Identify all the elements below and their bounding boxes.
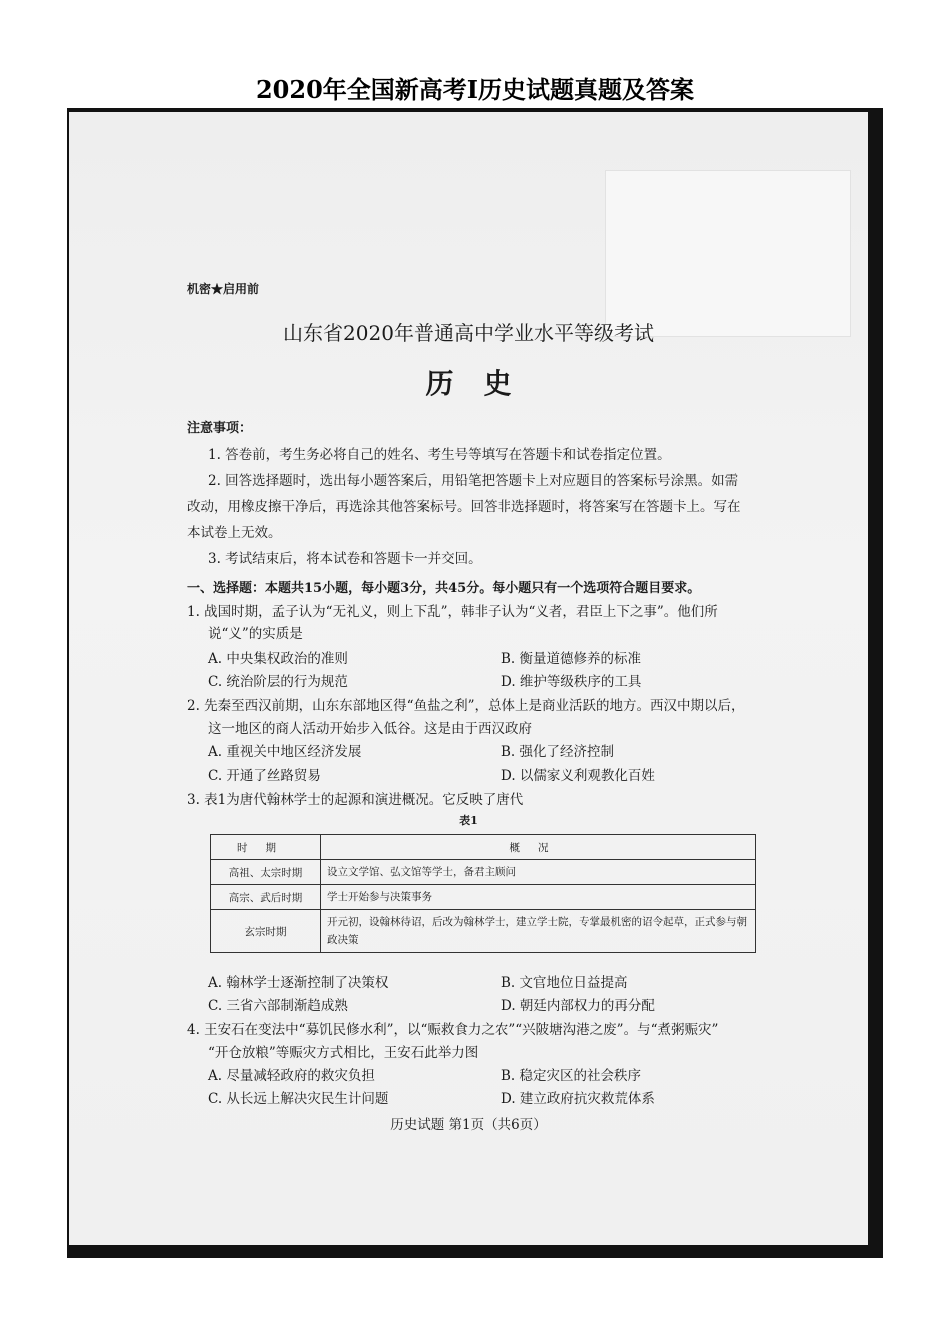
table-caption: 表1	[459, 814, 478, 827]
subject-title: 历史	[425, 367, 542, 400]
question-3-option-a: A. 翰林学士逐渐控制了决策权	[208, 975, 389, 991]
table-cell-desc: 设立文学馆、弘文馆等学士，备君主顾问	[321, 860, 756, 885]
question-4-stem: 4. 王安石在变法中“募饥民修水利”，以“赈救食力之农”“兴陂塘沟港之废”。与“煮粥赈灾”	[187, 1022, 719, 1038]
table-cell-desc: 开元初，设翰林待诏，后改为翰林学士，建立学士院，专掌最机密的诏令起草，正式参与朝政决策	[321, 910, 756, 953]
question-1-stem: 1. 战国时期，孟子认为“无礼义，则上下乱”，韩非子认为“义者，君臣上下之事”。他们所	[187, 604, 718, 620]
notice-heading: 注意事项：	[187, 421, 253, 436]
question-1-stem: 说“义”的实质是	[208, 626, 303, 642]
exam-title: 山东省2020年普通高中学业水平等级考试	[283, 321, 654, 345]
table-cell-period: 高祖、太宗时期	[211, 860, 321, 885]
table-row	[211, 910, 756, 953]
question-2-stem: 2. 先秦至西汉前期，山东东部地区得“鱼盐之利”，总体上是商业活跃的地方。西汉中期以后，	[187, 698, 745, 714]
question-1-option-c: C. 统治阶层的行为规范	[208, 674, 348, 690]
notice-line: 本试卷上无效。	[187, 525, 282, 541]
question-2-stem: 这一地区的商人活动开始步入低谷。这是由于西汉政府	[208, 721, 532, 737]
notice-line: 2. 回答选择题时，选出每小题答案后，用铅笔把答题卡上对应题目的答案标号涂黑。如需	[208, 473, 739, 489]
history-table	[210, 834, 756, 953]
question-2-option-d: D. 以儒家义利观教化百姓	[501, 768, 655, 784]
question-4-option-d: D. 建立政府抗灾救荒体系	[501, 1091, 655, 1107]
notice-line: 改动，用橡皮擦干净后，再选涂其他答案标号。回答非选择题时，将答案写在答题卡上。写在	[187, 499, 741, 515]
question-3-option-d: D. 朝廷内部权力的再分配	[501, 998, 655, 1014]
table-cell-desc: 学士开始参与决策事务	[321, 885, 756, 910]
question-3-stem: 3. 表1为唐代翰林学士的起源和演进概况。它反映了唐代	[187, 792, 524, 808]
question-3-option-b: B. 文官地位日益提高	[501, 975, 628, 991]
table-row	[211, 860, 756, 885]
notice-line: 1. 答卷前，考生务必将自己的姓名、考生号等填写在答题卡和试卷指定位置。	[208, 447, 671, 463]
section-heading: 一、选择题：本题共15小题，每小题3分，共45分。每小题只有一个选项符合题目要求。	[187, 581, 701, 596]
table-cell-period: 高宗、武后时期	[211, 885, 321, 910]
table-row	[211, 885, 756, 910]
question-2-option-b: B. 强化了经济控制	[501, 744, 615, 760]
question-3-option-c: C. 三省六部制渐趋成熟	[208, 998, 348, 1014]
question-4-option-b: B. 稳定灾区的社会秩序	[501, 1068, 642, 1084]
question-1-option-a: A. 中央集权政治的准则	[208, 651, 348, 667]
table-header-overview: 概况	[321, 835, 756, 860]
table-header-row	[211, 835, 756, 860]
notice-line: 3. 考试结束后，将本试卷和答题卡一并交回。	[208, 551, 482, 567]
confidential-label: 机密★启用前	[187, 282, 260, 296]
question-1-option-b: B. 衡量道德修养的标准	[501, 651, 642, 667]
table-header-period: 时期	[211, 835, 321, 860]
question-4-option-a: A. 尽量减轻政府的救灾负担	[208, 1068, 375, 1084]
blank-sticker	[605, 170, 851, 337]
question-4-stem: “开仓放粮”等赈灾方式相比，王安石此举力图	[208, 1045, 479, 1061]
question-2-option-c: C. 开通了丝路贸易	[208, 768, 321, 784]
table-cell-period: 玄宗时期	[211, 910, 321, 953]
exam-paper	[69, 112, 868, 1245]
question-2-option-a: A. 重视关中地区经济发展	[208, 744, 362, 760]
document-title: 2020年全国新高考Ⅰ历史试题真题及答案	[255, 75, 695, 104]
question-1-option-d: D. 维护等级秩序的工具	[501, 674, 642, 690]
question-4-option-c: C. 从长远上解决灾民生计问题	[208, 1091, 389, 1107]
page-footer: 历史试题 第1页（共6页）	[390, 1117, 547, 1133]
